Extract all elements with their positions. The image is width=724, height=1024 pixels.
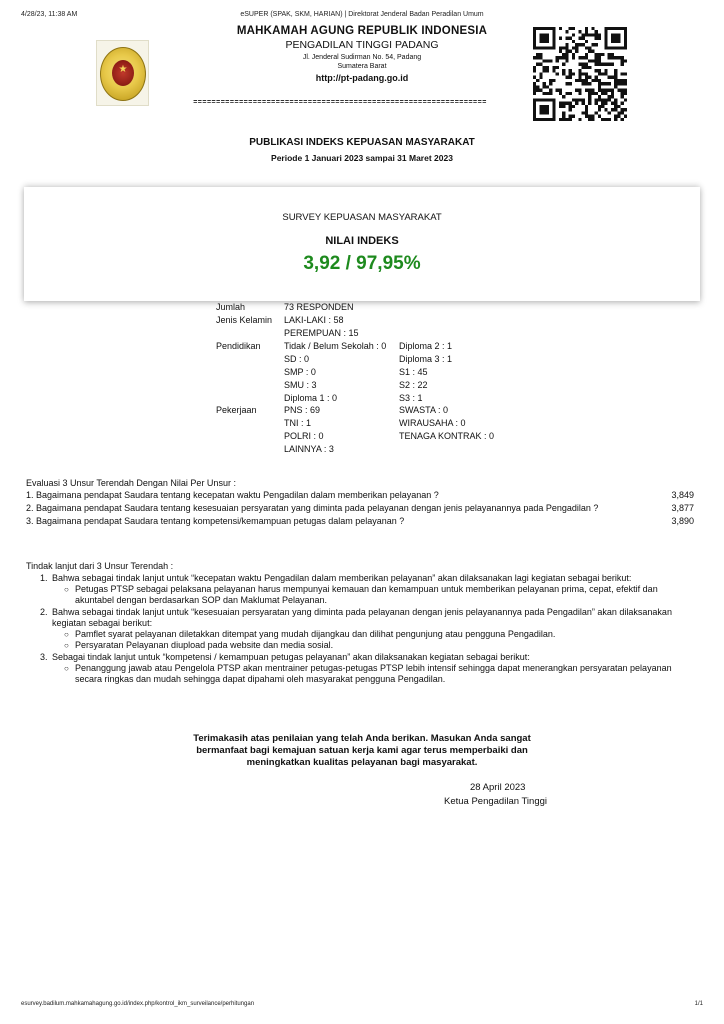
follow-up-subitem-text: Pamflet syarat pelayanan diletakkan ditempat yang mudah dijangkau dan dilihat pengunjung atau pengguna Pengadilan. (75, 629, 556, 639)
print-page-title: eSUPER (SPAK, SKM, HARIAN) | Direktorat Jenderal Badan Peradilan Umum (240, 11, 484, 18)
publication-title: PUBLIKASI INDEKS KEPUASAN MASYARAKAT (249, 137, 475, 148)
letterhead (180, 25, 544, 83)
survey-subheading: NILAI INDEKS (325, 235, 399, 247)
gender-male: LAKI-LAKI : 58 (284, 315, 344, 325)
closing-message (160, 733, 564, 769)
bullet-icon: ○ (64, 641, 69, 650)
education-item: SMU : 3 (284, 380, 317, 390)
follow-up-number: 2. (40, 607, 48, 617)
follow-up-subitem (26, 629, 694, 640)
court-seal-logo: ★ (96, 40, 149, 106)
print-page-number: 1/1 (694, 1001, 703, 1007)
follow-up-text: Sebagai tindak lanjut untuk “kompetensi / kemampuan petugas pelayanan” akan dilaksanakan kegiatan sebagai berikut: (52, 652, 530, 662)
education-item: Diploma 1 : 0 (284, 393, 338, 403)
evaluation-item-text: 3. Bagaimana pendapat Saudara tentang kompetensi/kemampuan petugas dalam pelayanan ? (26, 516, 405, 526)
evaluation-item-value: 3,849 (671, 490, 694, 500)
follow-up-subitem-text: Persyaratan Pelayanan diupload pada website dan media sosial. (75, 640, 334, 650)
evaluation-item (26, 503, 694, 514)
education-item: Diploma 2 : 1 (399, 341, 453, 351)
closing-line: Terimakasih atas penilaian yang telah Anda berikan. Masukan Anda sangat (193, 733, 531, 744)
follow-up-subitem-text: Penanggung jawab atau Pengelola PTSP akan mentrainer petugas-petugas PTSP lebih intensif sehingga dapat menerangkan persyaratan pelayanan secara ringkas dan mudah sehingga dapat dipahami oleh masyarakat pengguna Pengadilan. (75, 663, 672, 684)
survey-heading: SURVEY KEPUASAN MASYARAKAT (282, 212, 442, 223)
closing-line: bermanfaat bagi kemajuan satuan kerja kami agar terus memperbaiki dan (196, 745, 528, 756)
follow-up-subitem-text: Petugas PTSP sebagai pelaksana pelayanan harus mempunyai kemauan dan kemampuan untuk memberikan pelayanan prima, cepat, efektif dan akuntabel dengan berdasarkan SOP dan Maklumat Pelayanan. (75, 584, 658, 605)
jumlah-label: Jumlah (216, 302, 246, 312)
follow-up-subitem (26, 663, 694, 685)
follow-up-item (26, 652, 694, 663)
letterhead-institution: MAHKAMAH AGUNG REPUBLIK INDONESIA (236, 25, 488, 37)
follow-up-section (26, 561, 694, 685)
letterhead-address: Jl. Jenderal Sudirman No. 54, Padang (302, 54, 422, 61)
evaluation-item-text: 1. Bagaimana pendapat Saudara tentang kecepatan waktu Pengadilan dalam memberikan pelayanan ? (26, 490, 439, 500)
signature-role: Ketua Pengadilan Tinggi (444, 796, 547, 807)
evaluation-item (26, 490, 694, 501)
bullet-icon: ○ (64, 585, 69, 594)
jumlah-value: 73 RESPONDEN (284, 302, 354, 312)
letterhead-website: http://pt-padang.go.id (315, 73, 409, 83)
job-item: POLRI : 0 (284, 431, 324, 441)
publication-period: Periode 1 Januari 2023 sampai 31 Maret 2023 (271, 153, 453, 163)
follow-up-item (26, 573, 694, 584)
education-item: S2 : 22 (399, 380, 428, 390)
print-header (21, 11, 703, 21)
evaluation-heading: Evaluasi 3 Unsur Terendah Dengan Nilai Per Unsur : (26, 478, 236, 488)
signature-date: 28 April 2023 (470, 782, 526, 793)
follow-up-heading: Tindak lanjut dari 3 Unsur Terendah : (26, 561, 174, 571)
job-label: Pekerjaan (216, 405, 257, 415)
survey-index-panel (24, 187, 700, 301)
print-datetime: 4/28/23, 11:38 AM (21, 11, 78, 18)
job-item: TNI : 1 (284, 418, 312, 428)
evaluation-item-value: 3,890 (671, 516, 694, 526)
education-item: S3 : 1 (399, 393, 423, 403)
letterhead-court: PENGADILAN TINGGI PADANG (285, 39, 439, 51)
education-item: Tidak / Belum Sekolah : 0 (284, 341, 387, 351)
bullet-icon: ○ (64, 664, 69, 673)
evaluation-item-text: 2. Bagaimana pendapat Saudara tentang kesesuaian persyaratan yang diminta pada pelayanan dengan jenis pelayanannya pada Pengadilan ? (26, 503, 599, 513)
job-item: WIRAUSAHA : 0 (399, 418, 466, 428)
follow-up-subitem (26, 640, 694, 651)
print-footer (21, 1001, 703, 1011)
evaluation-section (26, 478, 694, 527)
job-item: SWASTA : 0 (399, 405, 449, 415)
gender-label: Jenis Kelamin (216, 315, 273, 325)
survey-score: 3,92 / 97,95% (303, 253, 421, 274)
follow-up-text: Bahwa sebagai tindak lanjut untuk “kecepatan waktu Pengadilan dalam memberikan pelayanan” akan dilaksanakan lagi kegiatan sebagai berikut: (52, 573, 632, 583)
closing-line: meningkatkan kualitas pelayanan bagi masyarakat. (246, 757, 478, 768)
letterhead-divider: ================================================================ (193, 99, 487, 106)
evaluation-item-value: 3,877 (671, 503, 694, 513)
job-item: TENAGA KONTRAK : 0 (399, 431, 495, 441)
gender-female: PEREMPUAN : 15 (284, 328, 359, 338)
follow-up-number: 3. (40, 652, 48, 662)
follow-up-item (26, 607, 694, 629)
education-item: Diploma 3 : 1 (399, 354, 453, 364)
education-item: S1 : 45 (399, 367, 428, 377)
evaluation-item (26, 516, 694, 527)
job-item: LAINNYA : 3 (284, 444, 334, 454)
bullet-icon: ○ (64, 630, 69, 639)
print-url: esurvey.badilum.mahkamahagung.go.id/index.php/kontrol_ikm_surveilance/perhitungan (21, 1001, 255, 1007)
qr-code-icon (533, 26, 627, 122)
job-item: PNS : 69 (284, 405, 321, 415)
follow-up-number: 1. (40, 573, 48, 583)
letterhead-region: Sumatera Barat (337, 63, 387, 70)
follow-up-text: Bahwa sebagai tindak lanjut untuk “kesesuaian persyaratan yang diminta pada pelayanan dengan jenis pelayanannya pada Pengadilan” akan dilaksanakan kegiatan sebagai berikut: (52, 607, 672, 628)
education-item: SMP : 0 (284, 367, 316, 377)
education-label: Pendidikan (216, 341, 261, 351)
education-item: SD : 0 (284, 354, 310, 364)
follow-up-subitem (26, 584, 694, 606)
